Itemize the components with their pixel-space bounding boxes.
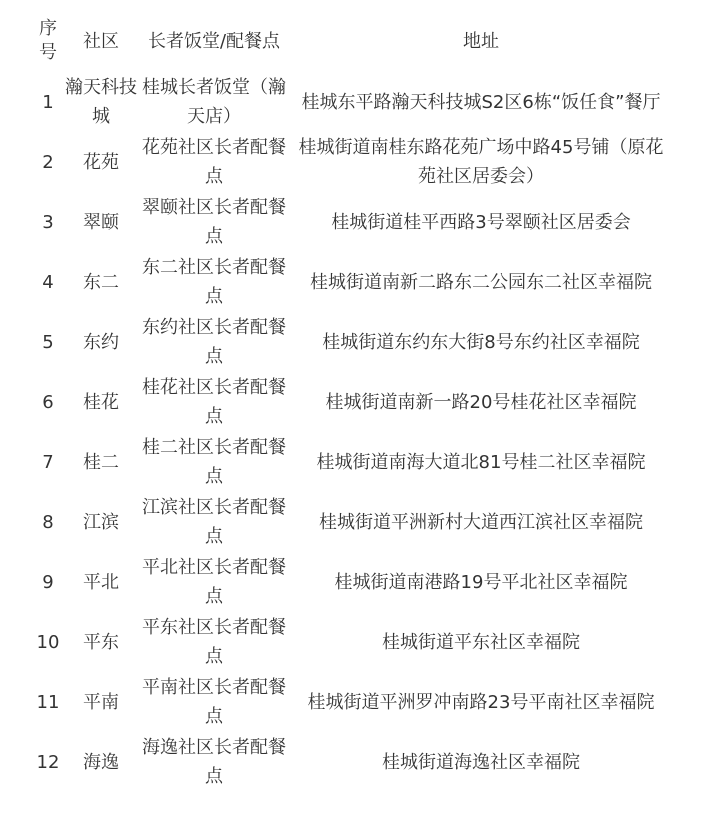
cell-address: 桂城街道南港路19号平北社区幸福院: [334, 571, 628, 593]
cell-canteen: 花苑社区长者配餐点: [142, 137, 286, 187]
cell-no: 5: [42, 331, 54, 353]
cell-canteen: 海逸社区长者配餐点: [142, 737, 286, 787]
cell-no: 4: [42, 271, 54, 293]
table-row: [33, 732, 673, 792]
table-row: [33, 552, 673, 612]
cell-address: 桂城街道南海大道北81号桂二社区幸福院: [316, 451, 646, 473]
cell-community: 海逸: [83, 751, 119, 773]
cell-no: 9: [42, 571, 54, 593]
cell-no: 7: [42, 451, 54, 473]
cell-community: 东约: [83, 331, 119, 353]
cell-address: 桂城东平路瀚天科技城S2区6栋“饭任食”餐厅: [301, 91, 661, 113]
header-community: 社区: [83, 30, 119, 52]
cell-no: 8: [42, 511, 54, 533]
cell-canteen: 江滨社区长者配餐点: [142, 497, 286, 547]
header-no: 序号: [39, 18, 57, 63]
cell-canteen: 桂城长者饭堂（瀚天店）: [142, 77, 286, 127]
cell-canteen: 东约社区长者配餐点: [142, 317, 286, 367]
cell-no: 12: [36, 751, 60, 773]
cell-canteen: 平东社区长者配餐点: [142, 617, 286, 667]
cell-community: 平北: [83, 571, 119, 593]
cell-address: 桂城街道桂平西路3号翠颐社区居委会: [331, 211, 631, 233]
canteen-table: [33, 10, 673, 792]
cell-community: 平东: [83, 631, 119, 653]
cell-community: 东二: [83, 271, 119, 293]
table-row: [33, 252, 673, 312]
cell-no: 1: [42, 91, 54, 113]
table-header-row: [33, 10, 673, 72]
cell-canteen: 平南社区长者配餐点: [142, 677, 286, 727]
cell-no: 3: [42, 211, 54, 233]
cell-no: 11: [36, 691, 60, 713]
cell-canteen: 桂二社区长者配餐点: [142, 437, 286, 487]
cell-community: 江滨: [83, 511, 119, 533]
cell-community: 翠颐: [83, 211, 119, 233]
cell-community: 桂二: [83, 451, 119, 473]
table-row: [33, 612, 673, 672]
cell-no: 2: [42, 151, 54, 173]
cell-canteen: 翠颐社区长者配餐点: [142, 197, 286, 247]
cell-no: 10: [36, 631, 60, 653]
cell-no: 6: [42, 391, 54, 413]
table-row: [33, 672, 673, 732]
table-row: [33, 372, 673, 432]
cell-community: 桂花: [83, 391, 119, 413]
table-row: [33, 312, 673, 372]
cell-address: 桂城街道南新一路20号桂花社区幸福院: [325, 391, 637, 413]
header-address: 地址: [463, 30, 499, 52]
header-canteen: 长者饭堂/配餐点: [147, 30, 281, 52]
table-row: [33, 72, 673, 132]
cell-address: 桂城街道南新二路东二公园东二社区幸福院: [310, 271, 652, 293]
cell-community: 花苑: [83, 151, 119, 173]
cell-address: 桂城街道海逸社区幸福院: [382, 751, 580, 773]
cell-address: 桂城街道南桂东路花苑广场中路45号铺（原花苑社区居委会）: [298, 137, 664, 187]
table-row: [33, 132, 673, 192]
table-row: [33, 432, 673, 492]
cell-canteen: 平北社区长者配餐点: [142, 557, 286, 607]
cell-canteen: 东二社区长者配餐点: [142, 257, 286, 307]
cell-address: 桂城街道平东社区幸福院: [382, 631, 580, 653]
cell-community: 瀚天科技城: [65, 77, 137, 127]
cell-address: 桂城街道平洲新村大道西江滨社区幸福院: [319, 511, 643, 533]
cell-address: 桂城街道东约东大街8号东约社区幸福院: [322, 331, 640, 353]
table-row: [33, 192, 673, 252]
table-row: [33, 492, 673, 552]
cell-address: 桂城街道平洲罗冲南路23号平南社区幸福院: [307, 691, 655, 713]
cell-community: 平南: [83, 691, 119, 713]
cell-canteen: 桂花社区长者配餐点: [142, 377, 286, 427]
